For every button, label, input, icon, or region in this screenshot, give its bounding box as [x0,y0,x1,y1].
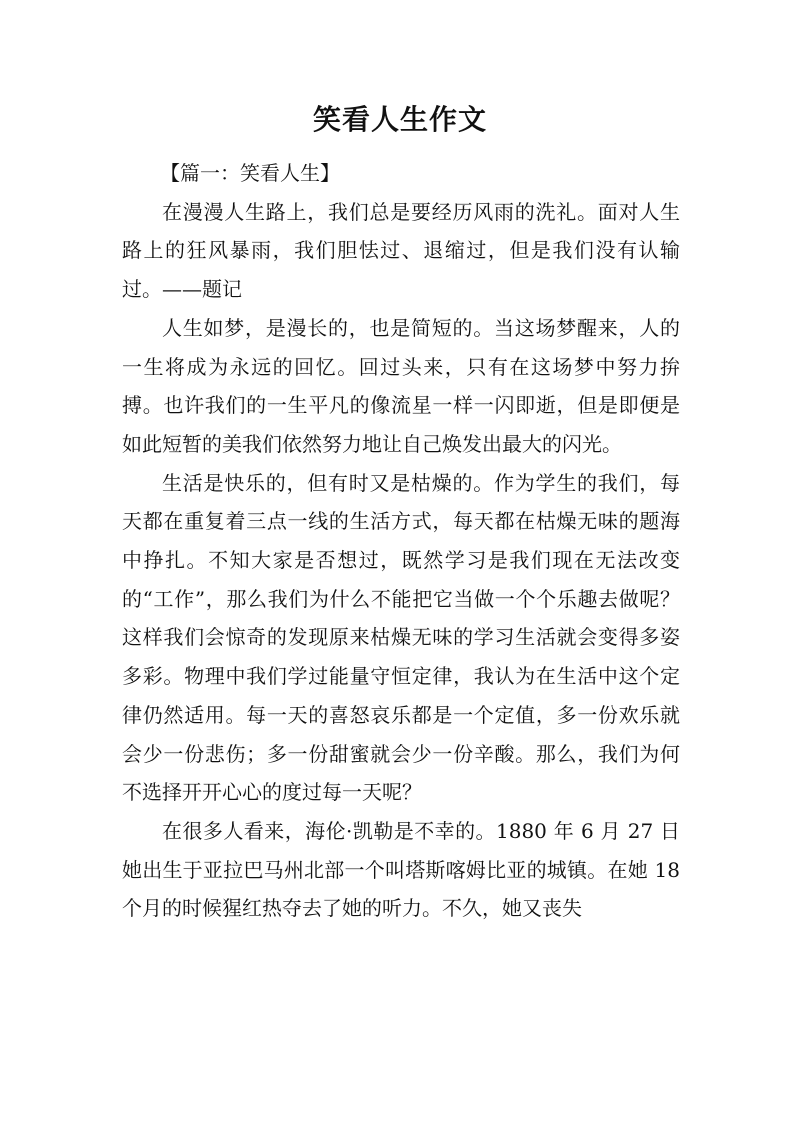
paragraph-life-dream: 人生如梦，是漫长的，也是简短的。当这场梦醒来，人的一生将成为永远的回忆。回过头来，只有在这场梦中努力拚搏。也许我们的一生平凡的像流星一样一闪即逝，但是即便是如此短暂的美我们依然努力地让自己焕发出最大的闪光。 [122,315,680,456]
section-label: 【篇一：笑看人生】 [160,161,340,185]
paragraph-epigraph: 在漫漫人生路上，我们总是要经历风雨的洗礼。面对人生路上的狂风暴雨，我们胆怯过、退缩过，但是我们没有认输过。——题记 [122,199,680,302]
document-body [122,154,680,928]
paragraph-life-happy: 生活是快乐的，但有时又是枯燥的。作为学生的我们，每天都在重复着三点一线的生活方式，每天都在枯燥无味的题海中挣扎。不知大家是否想过，既然学习是我们现在无法改变的“工作”，那么我们为什么不能把它当做一个个乐趣去做呢？这样我们会惊奇的发现原来枯燥无味的学习生活就会变得多姿多彩。物理中我们学过能量守恒定律，我认为在生活中这个定律仍然适用。每一天的喜怒哀乐都是一个定值，多一份欢乐就会少一份悲伤；多一份甜蜜就会少一份辛酸。那么，我们为何不选择开开心心的度过每一天呢？ [122,470,680,805]
paragraph-helen-keller: 在很多人看来，海伦·凯勒是不幸的。1880 年 6 月 27 日她出生于亚拉巴马州北部一个叫塔斯喀姆比亚的城镇。在她 18 个月的时候猩红热夺去了她的听力。不久，她又丧失 [122,818,680,921]
document-title: 笑看人生作文 [312,103,487,136]
